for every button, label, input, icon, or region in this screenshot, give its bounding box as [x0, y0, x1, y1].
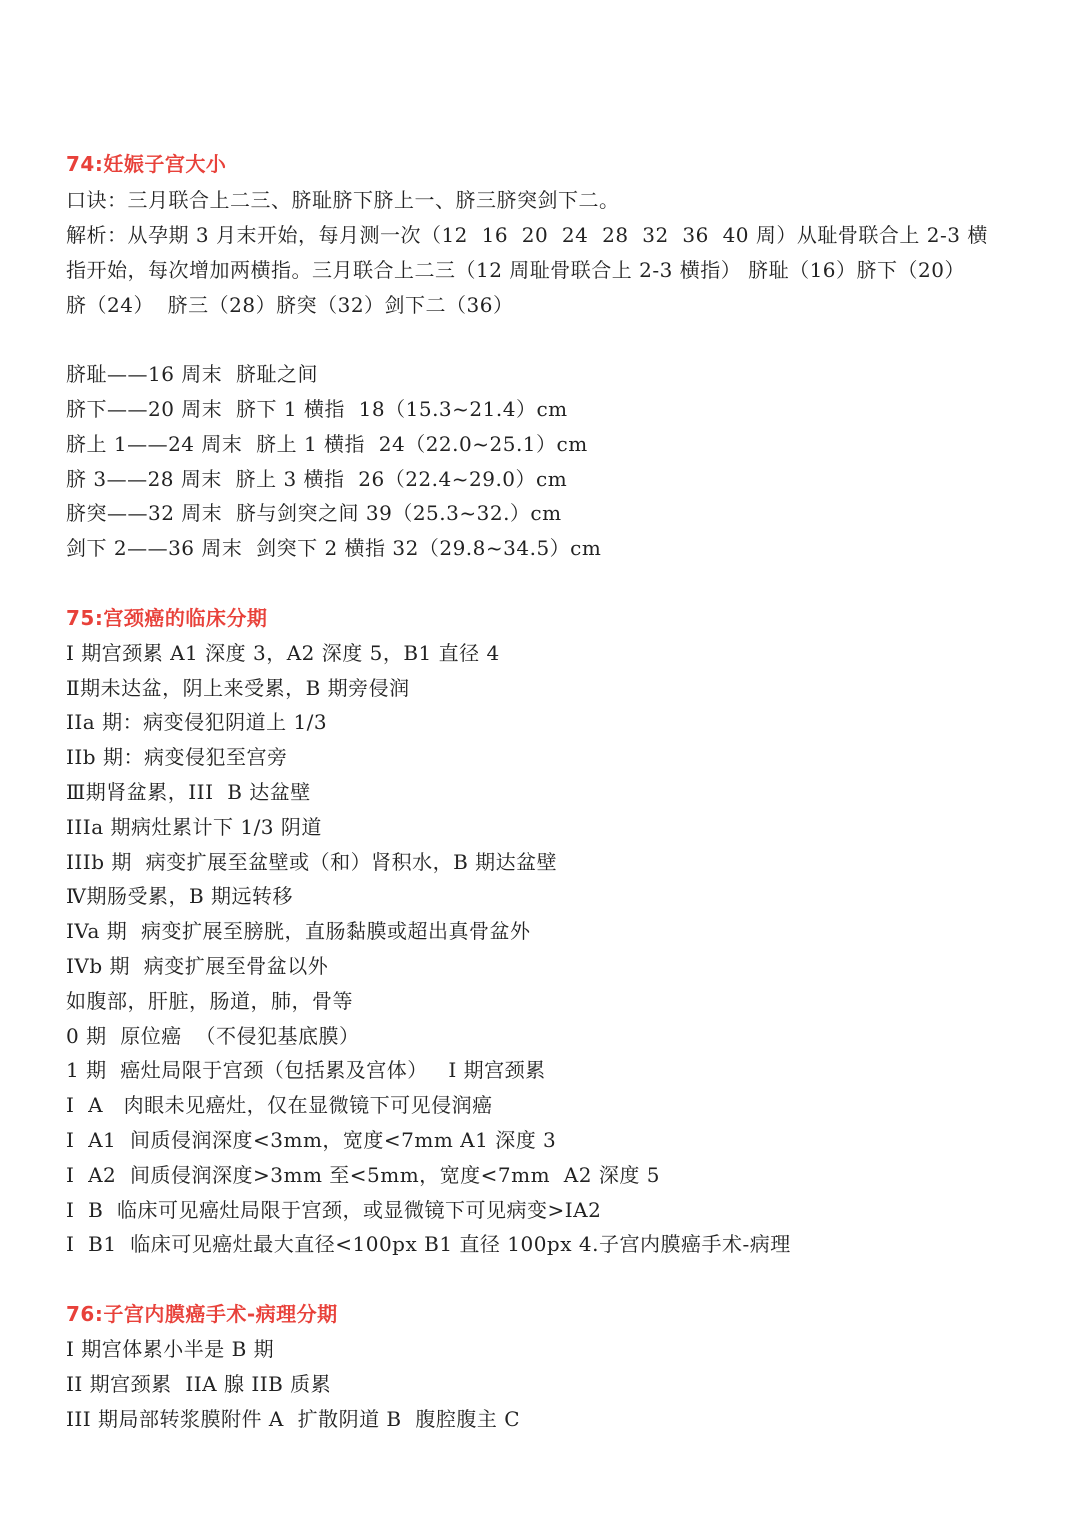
section-75-line: I A2 间质侵润深度>3mm 至<5mm，宽度<7mm A2 深度 5 [66, 1163, 660, 1187]
section-75-line: IIa 期：病变侵犯阴道上 1/3 [66, 710, 328, 734]
section-76-line: I 期宫体累小半是 B 期 [66, 1337, 275, 1361]
section-75-line: Ⅱ期未达盆，阴上来受累，B 期旁侵润 [66, 676, 410, 700]
section-74-line: 脐下——20 周末 脐下 1 横指 18（15.3~21.4）cm [66, 397, 568, 421]
section-74-line: 指开始，每次增加两横指。三月联合上二三（12 周耻骨联合上 2-3 横指） 脐耻（16）脐下（20） [66, 258, 965, 282]
section-75-line: Ⅲ期肾盆累，III B 达盆壁 [66, 780, 311, 804]
section-75-line: IVa 期 病变扩展至膀胱，直肠黏膜或超出真骨盆外 [66, 919, 531, 943]
section-76-heading: 76:子宫内膜癌手术-病理分期 [66, 1302, 338, 1326]
section-74-line: 解析：从孕期 3 月末开始，每月测一次（12 16 20 24 28 32 36 40 周）从耻骨联合上 2-3 横 [66, 223, 988, 247]
section-75-line: I 期宫颈累 A1 深度 3，A2 深度 5，B1 直径 4 [66, 641, 500, 665]
section-76-line: II 期宫颈累 IIA 腺 IIB 质累 [66, 1372, 332, 1396]
section-75-line: IIb 期：病变侵犯至宫旁 [66, 745, 288, 769]
section-74-line: 剑下 2——36 周末 剑突下 2 横指 32（29.8~34.5）cm [66, 536, 602, 560]
section-75-line: IVb 期 病变扩展至骨盆以外 [66, 954, 329, 978]
section-75-line: I A 肉眼未见癌灶，仅在显微镜下可见侵润癌 [66, 1093, 493, 1117]
section-74-line: 脐上 1——24 周末 脐上 1 横指 24（22.0~25.1）cm [66, 432, 588, 456]
section-75-line: I A1 间质侵润深度<3mm，宽度<7mm A1 深度 3 [66, 1128, 557, 1152]
section-75-line: Ⅳ期肠受累，B 期远转移 [66, 884, 294, 908]
section-75-line: 0 期 原位癌 （不侵犯基底膜） [66, 1024, 360, 1048]
section-75-line: 1 期 癌灶局限于宫颈（包括累及宫体） I 期宫颈累 [66, 1058, 546, 1082]
section-74-line: 脐耻——16 周末 脐耻之间 [66, 362, 319, 386]
section-74-line: 口诀：三月联合上二三、脐耻脐下脐上一、脐三脐突剑下二。 [66, 188, 620, 212]
section-74-line: 脐（24） 脐三（28）脐突（32）剑下二（36） [66, 293, 514, 317]
section-74-line: 脐突——32 周末 脐与剑突之间 39（25.3~32.）cm [66, 501, 562, 525]
section-75-line: I B 临床可见癌灶局限于宫颈，或显微镜下可见病变>IA2 [66, 1198, 602, 1222]
section-75-line: I B1 临床可见癌灶最大直径<100px B1 直径 100px 4.子宫内膜癌手术-病理 [66, 1232, 791, 1256]
section-75-line: 如腹部，肝脏，肠道，肺，骨等 [66, 989, 353, 1013]
section-75-line: IIIa 期病灶累计下 1/3 阴道 [66, 815, 322, 839]
section-74-heading: 74:妊娠子宫大小 [66, 152, 227, 176]
section-75-line: IIIb 期 病变扩展至盆壁或（和）肾积水，B 期达盆壁 [66, 850, 558, 874]
section-75-heading: 75:宫颈癌的临床分期 [66, 606, 268, 630]
section-76-line: III 期局部转浆膜附件 A 扩散阴道 B 腹腔腹主 C [66, 1407, 521, 1431]
section-74-line: 脐 3——28 周末 脐上 3 横指 26（22.4~29.0）cm [66, 467, 568, 491]
